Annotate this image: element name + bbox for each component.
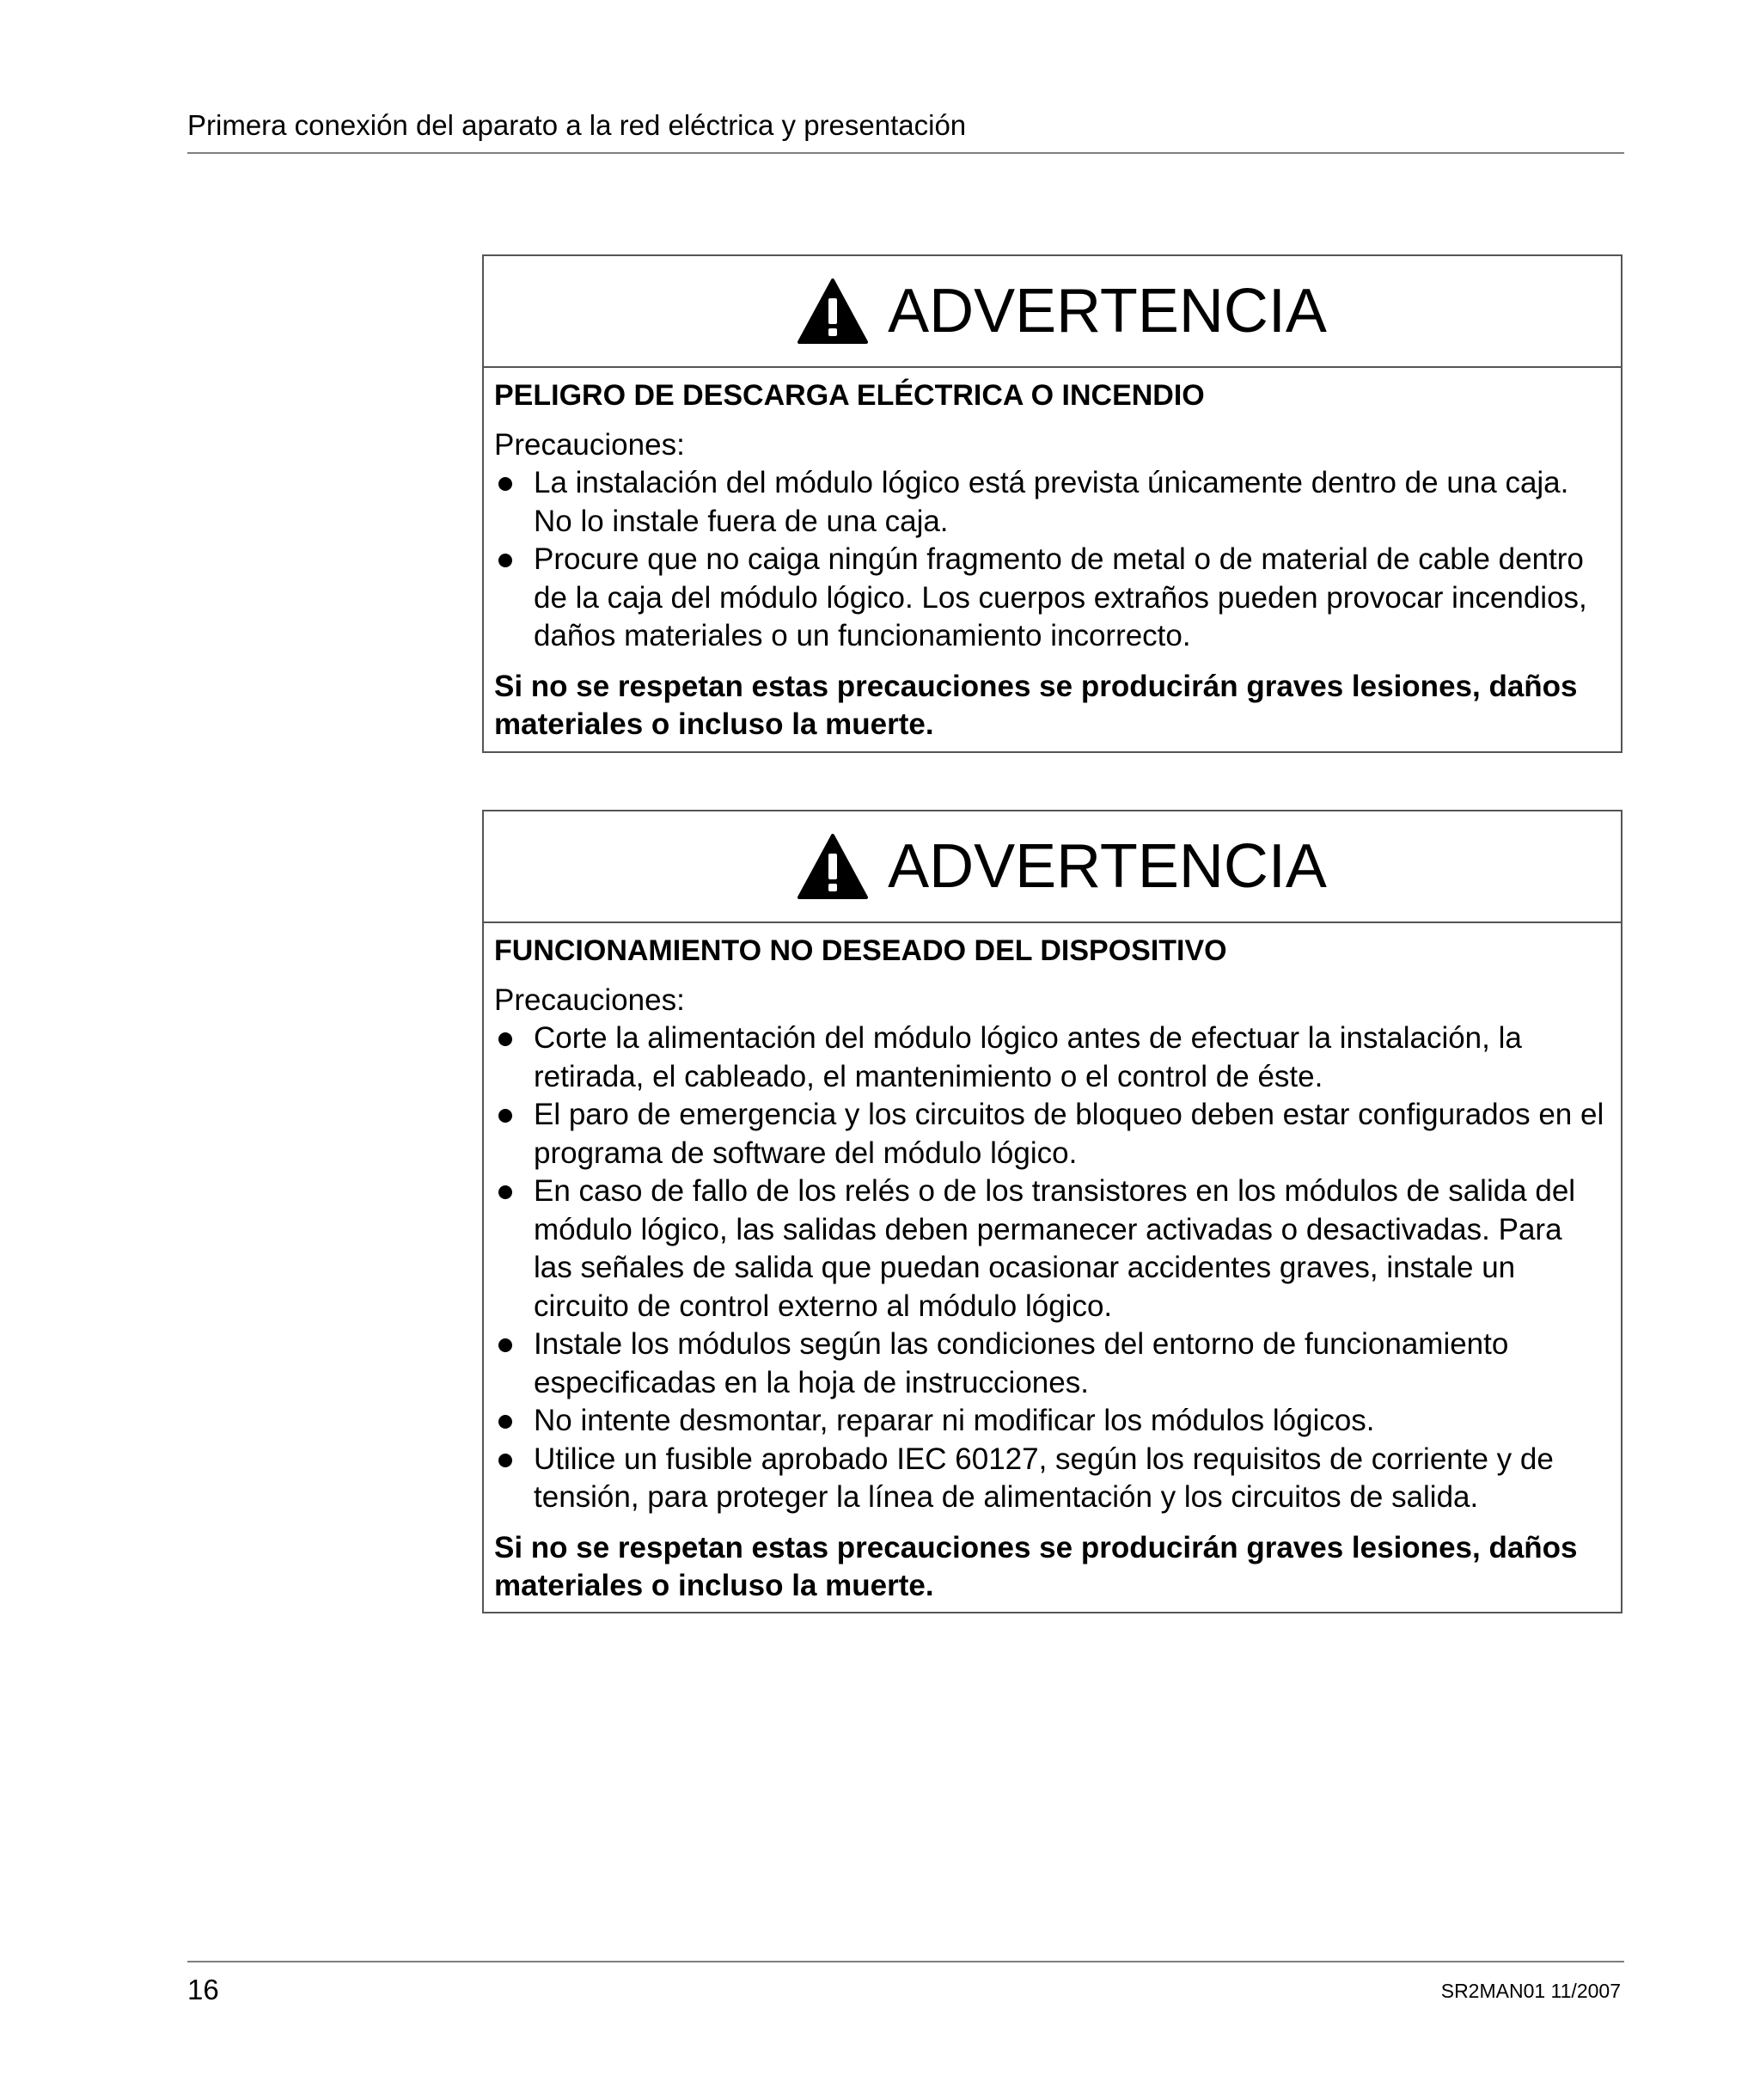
warning-title: ADVERTENCIA [888,832,1327,901]
warning-box-electric-shock [482,254,1622,753]
list-item: Corte la alimentación del módulo lógico antes de efectuar la instalación, la retirada, el cableado, el mantenimiento o el control de éste. [494,1019,1605,1096]
document-code: SR2MAN01 11/2007 [1440,1980,1621,2002]
list-item: Procure que no caiga ningún fragmento de metal o de material de cable dentro de la caja del módulo lógico. Los cuerpos extraños pueden provocar incendios, daños materiales o un funcionamiento incorrecto. [494,541,1605,656]
list-item: Utilice un fusible aprobado IEC 60127, según los requisitos de corriente y de tensión, para proteger la línea de alimentación y los circuitos de salida. [494,1441,1605,1517]
precautions-list [494,1019,1605,1517]
warning-box-unintended-operation [482,810,1622,1613]
bullet-icon [498,1109,512,1123]
warning-header [484,256,1621,368]
bullet-icon [498,554,512,567]
precautions-intro: Precauciones: [494,428,685,462]
warning-triangle-icon [797,833,869,900]
list-item: No intente desmontar, reparar ni modificar los módulos lógicos. [494,1402,1605,1441]
precautions-list [494,464,1605,656]
bullet-icon [498,1415,512,1429]
bullet-icon [498,1454,512,1467]
list-item: Instale los módulos según las condiciones del entorno de funcionamiento especificadas en la hoja de instrucciones. [494,1326,1605,1402]
warning-body [484,368,1621,744]
bullet-icon [498,1032,512,1046]
warning-header [484,811,1621,923]
list-item: La instalación del módulo lógico está prevista únicamente dentro de una caja. No lo instale fuera de una caja. [494,464,1605,541]
bullet-icon [498,1185,512,1199]
consequence-statement: Si no se respetan estas precauciones se producirán graves lesiones, daños materiales o incluso la muerte. [494,1530,1578,1602]
precautions-intro: Precauciones: [494,983,685,1017]
consequence-statement: Si no se respetan estas precauciones se producirán graves lesiones, daños materiales o incluso la muerte. [494,669,1578,741]
bullet-icon [498,477,512,491]
hazard-heading: PELIGRO DE DESCARGA ELÉCTRICA O INCENDIO [494,379,1205,412]
list-item: En caso de fallo de los relés o de los transistores en los módulos de salida del módulo lógico, las salidas deben permanecer activadas o desactivadas. Para las señales de salida que puedan ocasionar accidentes graves, instale un circuito de control externo al módulo lógico. [494,1172,1605,1326]
warning-title: ADVERTENCIA [888,277,1327,346]
running-header: Primera conexión del aparato a la red eléctrica y presentación [187,109,967,141]
warning-triangle-icon [797,278,869,345]
hazard-heading: FUNCIONAMIENTO NO DESEADO DEL DISPOSITIVO [494,934,1227,967]
page-number: 16 [187,1974,219,2005]
list-item: El paro de emergencia y los circuitos de bloqueo deben estar configurados en el programa de software del módulo lógico. [494,1096,1605,1172]
warning-body [484,923,1621,1606]
footer-rule [187,1961,1624,1962]
header-rule [187,152,1624,154]
bullet-icon [498,1338,512,1352]
